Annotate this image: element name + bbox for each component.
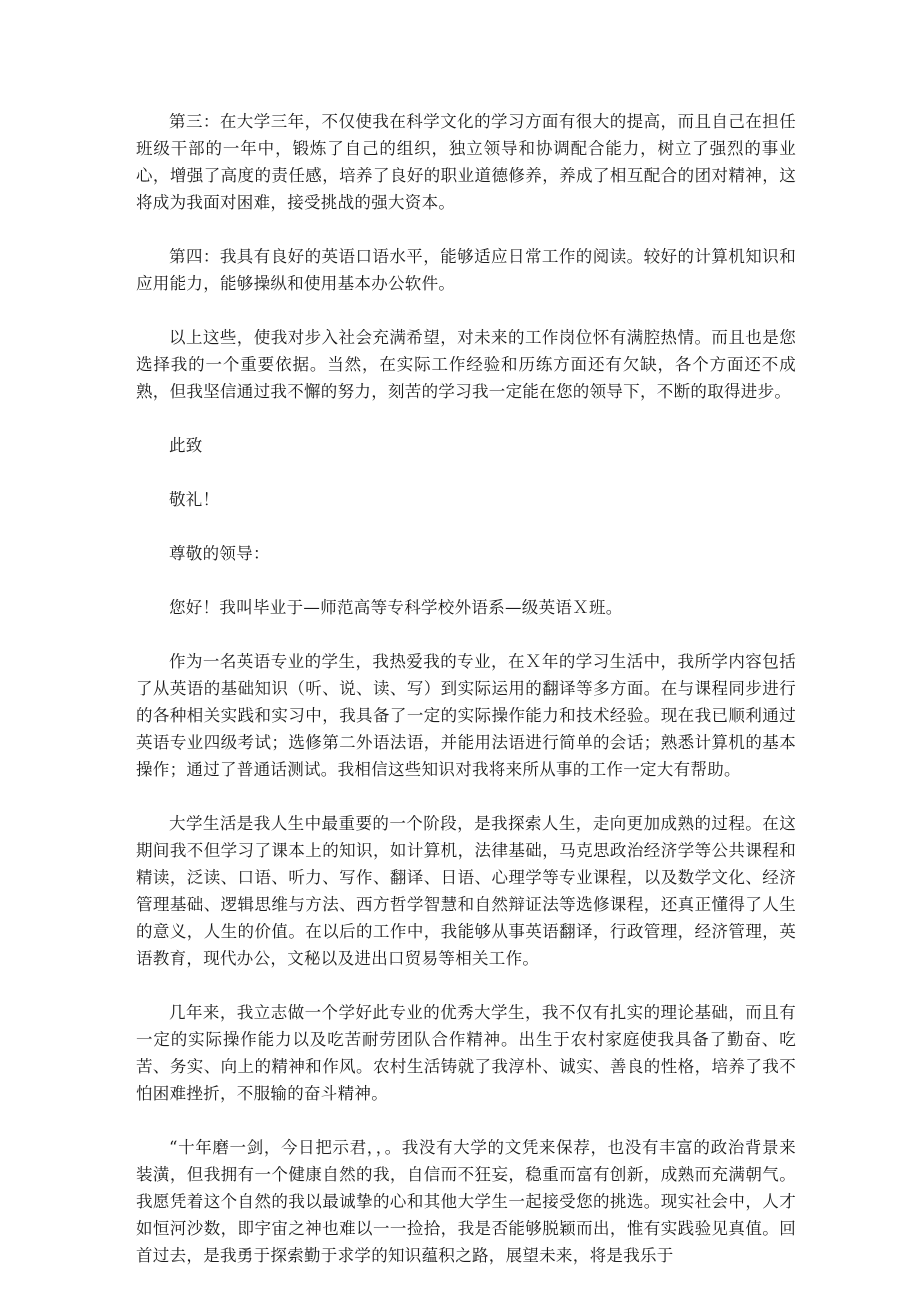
paragraph-fourth-point: 第四：我具有良好的英语口语水平，能够适应日常工作的阅读。较好的计算机知识和应用能力，能够操纵和使用基本办公软件。 xyxy=(136,247,796,293)
letter-body xyxy=(136,108,796,1269)
closing-regards: 敬礼！ xyxy=(169,490,220,509)
greeting-introduction: 您好！我叫毕业于—师范高等专科学校外语系—级英语Ｘ班。 xyxy=(169,598,623,617)
paragraph-college-life: 大学生活是我人生中最重要的一个阶段，是我探索人生，走向更加成熟的过程。在这期间我不但学习了课本上的知识，如计算机，法律基础，马克思政治经济学等公共课程和精读，泛读、口语、听力、写作、翻译、日语、心理学等专业课程，以及数学文化、经济管理基础、逻辑思维与方法、西方哲学智慧和自然辩证法等选修课程，还真正懂得了人生的意义，人生的价值。在以后的工作中，我能够从事英语翻译，行政管理，经济管理，英语教育，现代办公，文秘以及进出口贸易等相关工作。 xyxy=(136,814,796,968)
paragraph-summary: 以上这些，使我对步入社会充满希望，对未来的工作岗位怀有满腔热情。而且也是您选择我的一个重要依据。当然，在实际工作经验和历练方面还有欠缺，各个方面还不成熟，但我坚信通过我不懈的努力，刻苦的学习我一定能在您的领导下，不断的取得进步。 xyxy=(136,328,796,401)
closing-salutation: 此致 xyxy=(169,436,203,455)
paragraph-major: 作为一名英语专业的学生，我热爱我的专业，在Ｘ年的学习生活中，我所学内容包括了从英语的基础知识（听、说、读、写）到实际运用的翻译等多方面。在与课程同步进行的各种相关实践和实习中，我具备了一定的实际操作能力和技术经验。现在我已顺利通过英语专业四级考试；选修第二外语法语，并能用法语进行简单的会话；熟悉计算机的基本操作；通过了普通话测试。我相信这些知识对我将来所从事的工作一定大有帮助。 xyxy=(136,652,796,779)
paragraph-third-point: 第三：在大学三年，不仅使我在科学文化的学习方面有很大的提高，而且自己在担任班级干部的一年中，锻炼了自己的组织，独立领导和协调配合能力，树立了强烈的事业心，增强了高度的责任感，培养了良好的职业道德修养，养成了相互配合的团对精神，这将成为我面对困难，接受挑战的强大资本。 xyxy=(136,112,796,212)
paragraph-ambition: 几年来，我立志做一个学好此专业的优秀大学生，我不仅有扎实的理论基础，而且有一定的实际操作能力以及吃苦耐劳团队合作精神。出生于农村家庭使我具备了勤奋、吃苦、务实、向上的精神和作风。农村生活铸就了我淳朴、诚实、善良的性格，培养了我不怕困难挫折，不服输的奋斗精神。 xyxy=(136,1003,796,1103)
paragraph-quote: “十年磨一剑，今日把示君，，。我没有大学的文凭来保荐，也没有丰富的政治背景来装潢，但我拥有一个健康自然的我，自信而不狂妄，稳重而富有创新，成熟而充满朝气。我愿凭着这个自然的我以最诚挚的心和其他大学生一起接受您的挑选。现实社会中，人才如恒河沙数，即宇宙之神也难以一一捡拾，我是否能够脱颖而出，惟有实践验见真值。回首过去，是我勇于探索勤于求学的知识蕴积之路，展望未来，将是我乐于 xyxy=(136,1138,796,1265)
greeting-recipient: 尊敬的领导： xyxy=(169,544,270,563)
